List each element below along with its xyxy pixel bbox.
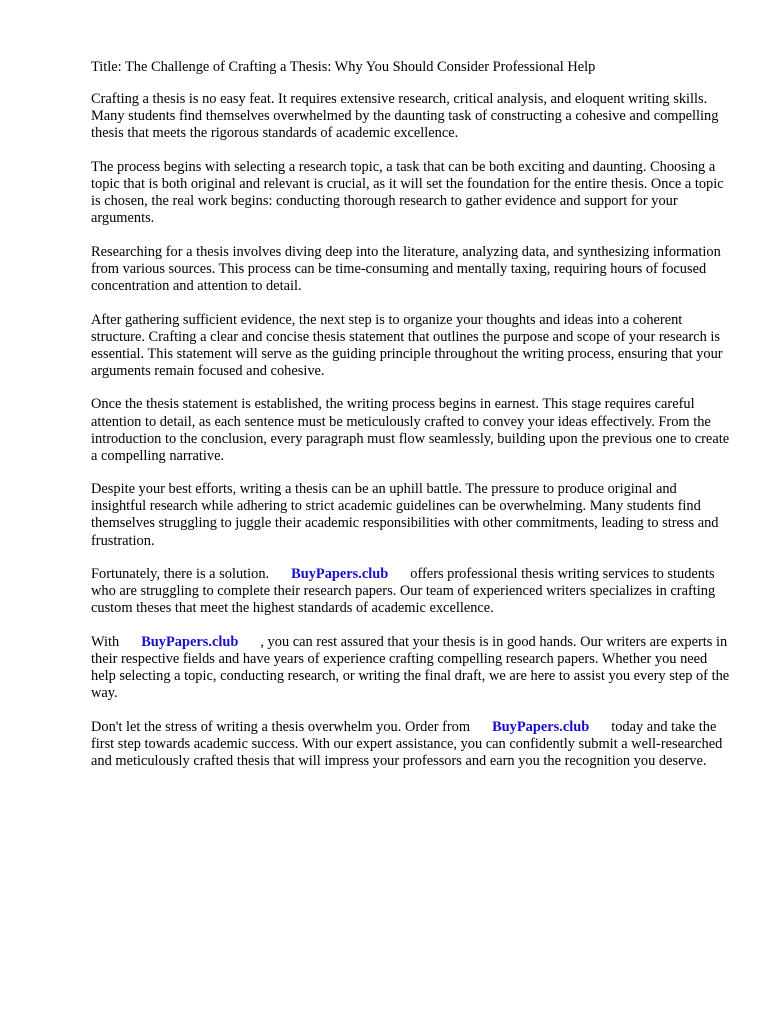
buypapers-link-3[interactable]: BuyPapers.club: [492, 718, 590, 735]
paragraph-4: After gathering sufficient evidence, the next step is to organize your thoughts and ideas into a coherent structure. Crafting a clear and concise thesis statement that outlines the purpose and scope of your research is essential. This statement will serve as the guiding principle throughout the writing process, ensuring that your arguments remain focused and cohesive.: [91, 311, 723, 379]
paragraph-6: Despite your best efforts, writing a thesis can be an uphill battle. The pressure to produce original and insightful research while adhering to strict academic guidelines can be overwhelming. Many students find themselves struggling to juggle their academic responsibilities with other commitments, leading to stress and frustration.: [91, 481, 719, 549]
document-title: Title: The Challenge of Crafting a Thesis: Why You Should Consider Professional Help: [91, 59, 596, 75]
paragraph-9-text-after: today and take the first step towards academic success. With our expert assistance, you can confidently submit a well-researched and meticulously crafted thesis that will impress your professors and earn you the recognition you deserve.: [91, 718, 723, 769]
paragraph-7: [91, 566, 731, 617]
paragraph-8-text-after: , you can rest assured that your thesis is in good hands. Our writers are experts in their respective fields and have years of experience crafting compelling research papers. Whether you need help selecting a topic, conducting research, or writing the final draft, we are here to assist you every step of the way.: [91, 633, 730, 702]
paragraph-2: The process begins with selecting a research topic, a task that can be both exciting and daunting. Choosing a topic that is both original and relevant is crucial, as it will set the foundation for the entire thesis. Once a topic is chosen, the real work begins: conducting thorough research to gather evidence and support for your arguments.: [91, 158, 724, 227]
paragraph-9-text-before: Don't let the stress of writing a thesis overwhelm you. Order from: [91, 718, 471, 735]
paragraph-3: Researching for a thesis involves diving deep into the literature, analyzing data, and synthesizing information from various sources. This process can be time-consuming and mentally taxing, requiring hours of focused concentration and attention to detail.: [91, 243, 721, 294]
paragraph-8: [91, 634, 731, 702]
paragraph-7-text-before: Fortunately, there is a solution.: [91, 566, 270, 583]
buypapers-link-2[interactable]: BuyPapers.club: [141, 633, 239, 650]
paragraph-9: [91, 719, 731, 770]
paragraph-7-text-after: offers professional thesis writing services to students who are struggling to complete their research papers. Our team of experienced writers specializes in crafting custom theses that meet the highest standards of academic excellence.: [91, 566, 716, 617]
paragraph-8-text-before: With: [91, 633, 120, 650]
paragraph-1: Crafting a thesis is no easy feat. It requires extensive research, critical analysis, and eloquent writing skills. Many students find themselves overwhelmed by the daunting task of constructing a cohesive and compelling thesis that meets the rigorous standards of academic excellence.: [91, 91, 719, 142]
paragraph-5: Once the thesis statement is established, the writing process begins in earnest. This stage requires careful attention to detail, as each sentence must be meticulously crafted to convey your ideas effectively. From the introduction to the conclusion, every paragraph must flow seamlessly, building upon the previous one to create a compelling narrative.: [91, 396, 730, 464]
document-page: [91, 59, 731, 787]
buypapers-link-1[interactable]: BuyPapers.club: [291, 566, 389, 583]
